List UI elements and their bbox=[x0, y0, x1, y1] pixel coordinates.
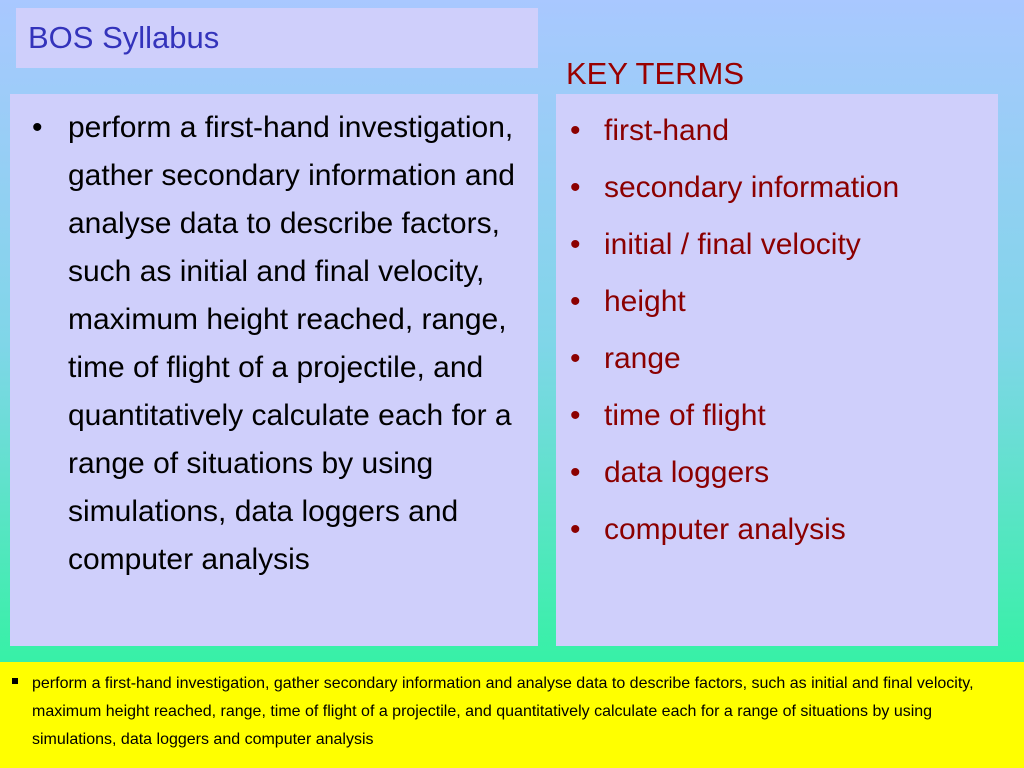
key-terms-panel bbox=[556, 94, 998, 646]
key-term-label: computer analysis bbox=[604, 513, 846, 546]
syllabus-point-text: perform a first-hand investigation, gather secondary information and analyse data to describe factors, such as initial and final velocity, maximum height reached, range, time of flight of a projectile, and quantitatively calculate each for a range of situations by using simulations, data loggers and computer analysis bbox=[68, 111, 515, 576]
key-term-item bbox=[562, 159, 988, 216]
key-term-item bbox=[562, 273, 988, 330]
bullet-icon: • bbox=[570, 285, 581, 318]
key-term-label: secondary information bbox=[604, 171, 900, 204]
bullet-icon: • bbox=[32, 111, 43, 144]
key-term-label: time of flight bbox=[604, 399, 766, 432]
notes-item bbox=[12, 670, 1004, 754]
key-terms-heading: KEY TERMS bbox=[566, 56, 745, 91]
bullet-icon: • bbox=[570, 171, 581, 204]
key-term-label: height bbox=[604, 285, 686, 318]
syllabus-panel bbox=[10, 94, 538, 646]
key-term-label: data loggers bbox=[604, 456, 770, 489]
bullet-icon: • bbox=[570, 114, 581, 147]
notes-bar bbox=[0, 662, 1024, 768]
key-term-label: range bbox=[604, 342, 681, 375]
square-bullet-icon bbox=[12, 678, 18, 684]
key-term-item bbox=[562, 330, 988, 387]
bullet-icon: • bbox=[570, 228, 581, 261]
syllabus-point bbox=[20, 104, 524, 584]
notes-text: perform a first-hand investigation, gather secondary information and analyse data to describe factors, such as initial and final velocity, maximum height reached, range, time of flight of a projectile, and quantitatively calculate each for a range of situations by using simulations, data loggers and computer analysis bbox=[32, 675, 974, 748]
key-term-label: initial / final velocity bbox=[604, 228, 861, 261]
bullet-icon: • bbox=[570, 342, 581, 375]
key-term-label: first-hand bbox=[604, 114, 730, 147]
key-term-item bbox=[562, 501, 988, 558]
key-term-item bbox=[562, 444, 988, 501]
key-term-item bbox=[562, 387, 988, 444]
title-box bbox=[16, 8, 538, 68]
key-term-item bbox=[562, 102, 988, 159]
page-title: BOS Syllabus bbox=[28, 20, 220, 55]
bullet-icon: • bbox=[570, 513, 581, 546]
bullet-icon: • bbox=[570, 456, 581, 489]
bullet-icon: • bbox=[570, 399, 581, 432]
key-term-item bbox=[562, 216, 988, 273]
